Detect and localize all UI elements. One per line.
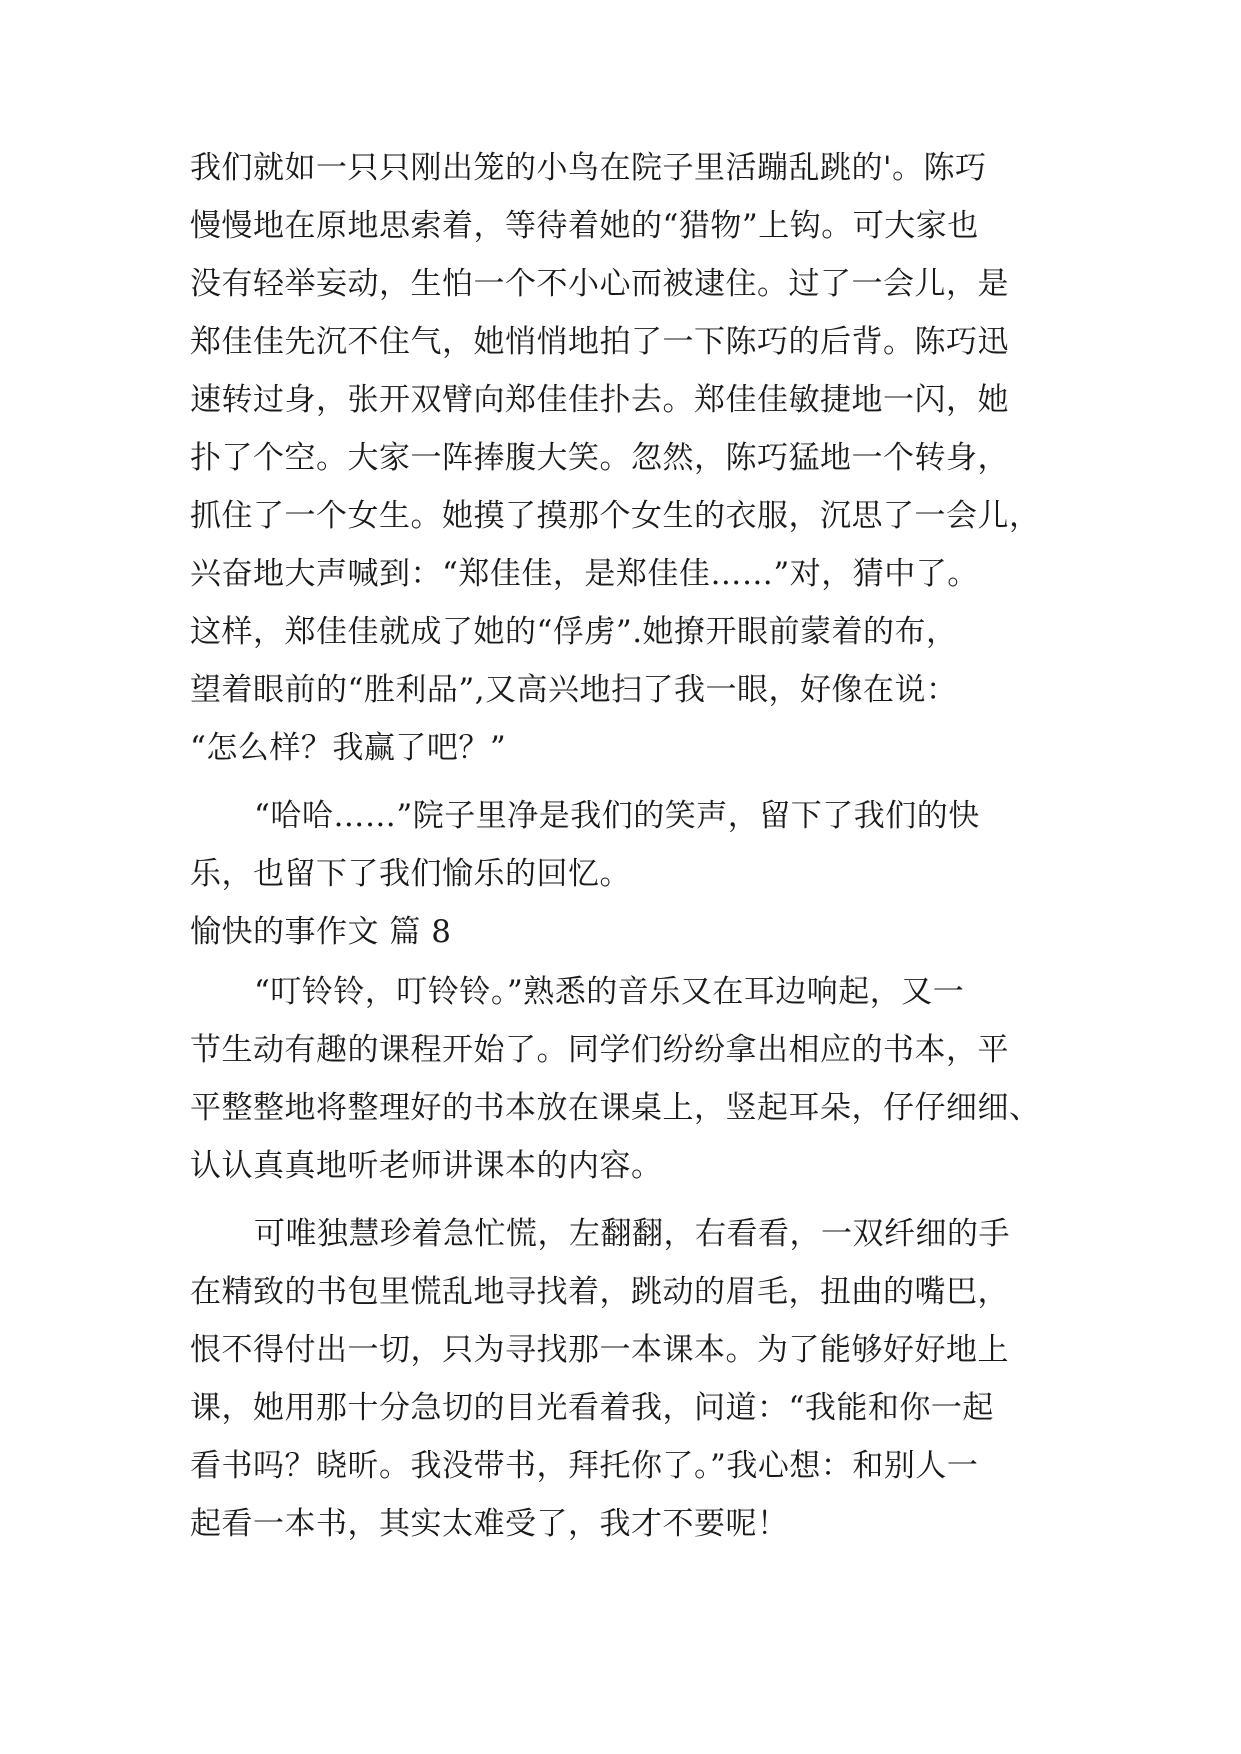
text-line: 起看一本书，其实太难受了，我才不要呢！ — [190, 1506, 789, 1542]
text-line: 认认真真地听老师讲课本的内容。 — [190, 1148, 663, 1184]
text-line: 节生动有趣的课程开始了。同学们纷纷拿出相应的书本，平 — [190, 1032, 1009, 1068]
text-line: 在精致的书包里慌乱地寻找着，跳动的眉毛，扭曲的嘴巴， — [190, 1274, 1009, 1310]
text-line: 我们就如一只只刚出笼的小鸟在院子里活蹦乱跳的'。陈巧 — [190, 150, 987, 186]
text-line: 没有轻举妄动，生怕一个不小心而被逮住。过了一会儿，是 — [190, 266, 1009, 302]
text-line: 望着眼前的“胜利品”,又高兴地扫了我一眼，好像在说： — [190, 672, 958, 708]
text-line: 兴奋地大声喊到：“郑佳佳，是郑佳佳……”对，猜中了。 — [190, 556, 979, 592]
text-line: 慢慢地在原地思索着，等待着她的“猎物”上钩。可大家也 — [190, 208, 979, 244]
text-line: 郑佳佳先沉不住气，她悄悄地拍了一下陈巧的后背。陈巧迅 — [190, 324, 1009, 360]
text-line: 这样，郑佳佳就成了她的“俘虏”.她撩开眼前蒙着的布， — [190, 614, 958, 650]
text-line: 看书吗？晓昕。我没带书，拜托你了。”我心想：和别人一 — [190, 1448, 979, 1484]
text-line: 抓住了一个女生。她摸了摸那个女生的衣服，沉思了一会儿， — [190, 498, 1041, 534]
text-line: 扑了个空。大家一阵捧腹大笑。忽然，陈巧猛地一个转身， — [190, 440, 1009, 476]
paragraph-start-line: “哈哈……”院子里净是我们的笑声，留下了我们的快 — [254, 798, 980, 834]
text-line: 课，她用那十分急切的目光看着我，问道：“我能和你一起 — [190, 1390, 994, 1426]
section-heading: 愉快的事作文 篇 8 — [190, 914, 452, 950]
text-line: 乐，也留下了我们愉乐的回忆。 — [190, 856, 631, 892]
text-line: 速转过身，张开双臂向郑佳佳扑去。郑佳佳敏捷地一闪，她 — [190, 382, 1009, 418]
text-line: “怎么样？我赢了吧？” — [190, 730, 507, 766]
paragraph-start-line: 可唯独慧珍着急忙慌，左翻翻，右看看，一双纤细的手 — [254, 1216, 1010, 1252]
text-line: 恨不得付出一切，只为寻找那一本课本。为了能够好好地上 — [190, 1332, 1009, 1368]
paragraph-start-line: “叮铃铃，叮铃铃。”熟悉的音乐又在耳边响起，又一 — [254, 974, 965, 1010]
text-line: 平整整地将整理好的书本放在课桌上，竖起耳朵，仔仔细细、 — [190, 1090, 1041, 1126]
